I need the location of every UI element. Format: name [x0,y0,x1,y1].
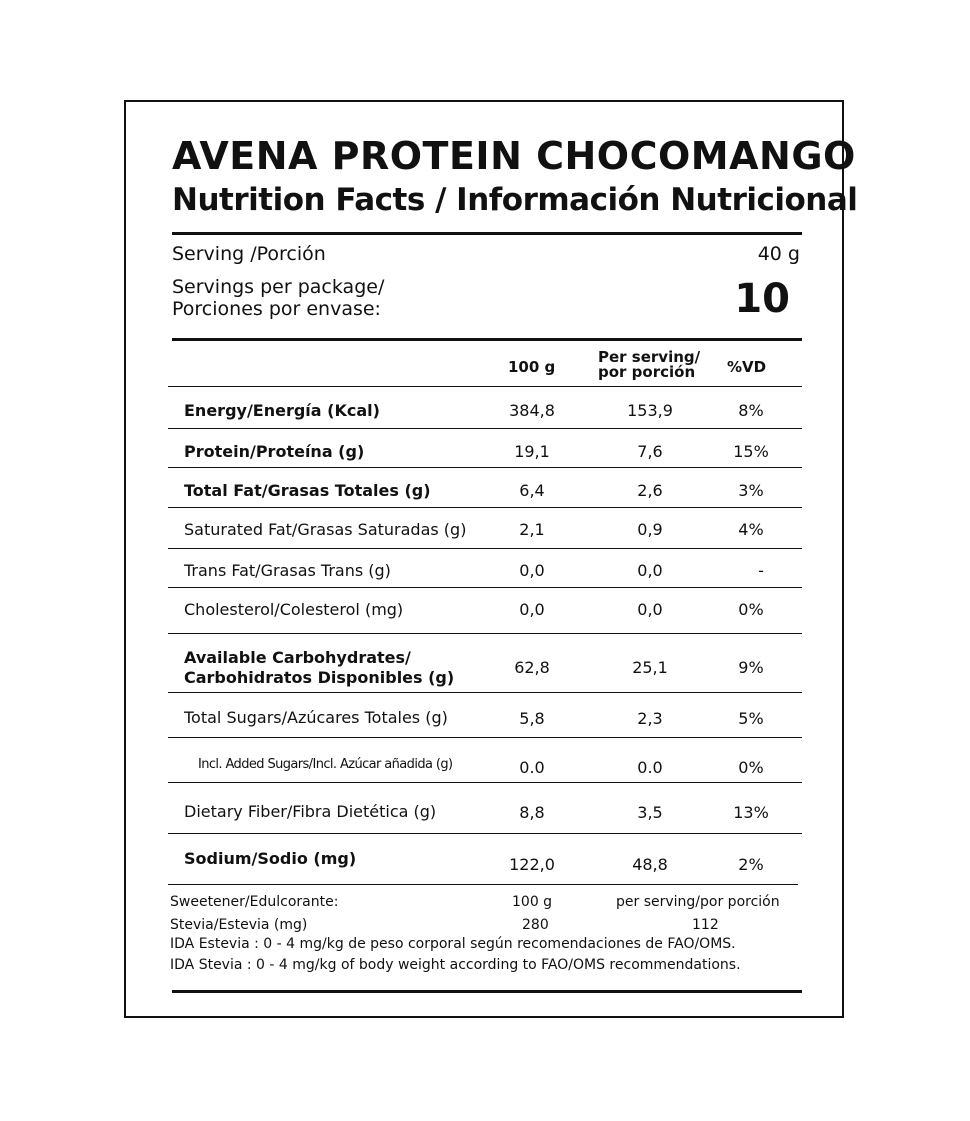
serving-label: Serving /Porción [172,243,326,265]
divider [168,633,802,634]
nutrient-dv: 3% [738,481,764,500]
column-header-100g: 100 g [508,358,556,376]
nutrient-dv: 8% [738,401,764,420]
divider [168,467,802,468]
nutrient-per-serving: 2,3 [637,709,663,728]
nutrient-per-serving: 25,1 [632,658,668,677]
divider [168,548,802,549]
nutrient-name: Trans Fat/Grasas Trans (g) [184,561,391,580]
servings-per-package-value: 10 [734,276,790,322]
servings-per-package-label: Servings per package/ [172,276,385,298]
nutrient-dv: 9% [738,658,764,677]
servings-per-package-label-es: Porciones por envase: [172,298,381,320]
stevia-per-100g: 280 [522,917,549,933]
nutrient-dv: 4% [738,520,764,539]
nutrient-per-100g: 0,0 [519,600,545,619]
nutrient-dv: 2% [738,855,764,874]
divider [172,338,802,341]
nutrition-label [124,100,858,1018]
divider [172,990,802,993]
nutrient-per-serving: 3,5 [637,803,663,822]
column-header-per-serving: Per serving/ [598,348,701,366]
nutrient-dv: - [758,561,764,580]
nutrient-per-100g: 0.0 [519,758,545,777]
nutrient-per-serving: 0,0 [637,561,663,580]
product-title: AVENA PROTEIN CHOCOMANGO [172,134,856,178]
divider [168,587,802,588]
nutrient-dv: 5% [738,709,764,728]
nutrient-per-serving: 7,6 [637,442,663,461]
nutrient-per-100g: 5,8 [519,709,545,728]
nutrient-name: Total Fat/Grasas Totales (g) [184,481,431,500]
divider [172,232,802,235]
stevia-per-serving: 112 [692,917,719,933]
nutrient-per-serving: 48,8 [632,855,668,874]
nutrient-per-100g: 122,0 [509,855,555,874]
sweetener-label: Sweetener/Edulcorante: [170,894,339,910]
nutrient-per-serving: 0,9 [637,520,663,539]
divider [168,782,802,783]
nutrient-name: Energy/Energía (Kcal) [184,401,380,420]
nutrient-per-100g: 19,1 [514,442,550,461]
nutrient-per-100g: 384,8 [509,401,555,420]
nutrient-name: Available Carbohydrates/ [184,648,411,667]
sweetener-col-serving: per serving/por porción [616,894,780,910]
nutrient-name-es: Carbohidratos Disponibles (g) [184,668,455,687]
divider [168,884,798,885]
column-header-per-serving-es: por porción [598,363,696,381]
ida-note-es: IDA Estevia : 0 - 4 mg/kg de peso corporal según recomendaciones de FAO/OMS. [170,936,736,952]
nutrient-name: Incl. Added Sugars/Incl. Azúcar añadida (g) [198,757,453,772]
divider [168,507,802,508]
nutrient-per-serving: 153,9 [627,401,673,420]
nutrient-per-100g: 8,8 [519,803,545,822]
nutrient-name: Dietary Fiber/Fibra Dietética (g) [184,802,437,821]
nutrient-dv: 15% [733,442,769,461]
nutrient-per-100g: 0,0 [519,561,545,580]
nutrient-name: Total Sugars/Azúcares Totales (g) [184,708,448,727]
label-subtitle: Nutrition Facts / Información Nutricional [172,182,858,218]
nutrient-per-100g: 62,8 [514,658,550,677]
nutrient-name: Saturated Fat/Grasas Saturadas (g) [184,520,467,539]
nutrient-per-serving: 0,0 [637,600,663,619]
divider [168,737,802,738]
nutrient-name: Sodium/Sodio (mg) [184,849,357,868]
nutrient-per-serving: 0.0 [637,758,663,777]
nutrient-dv: 0% [738,758,764,777]
column-header-dv: %VD [727,358,767,376]
ida-note-en: IDA Stevia : 0 - 4 mg/kg of body weight according to FAO/OMS recommendations. [170,957,741,973]
nutrient-per-100g: 6,4 [519,481,545,500]
sweetener-col-100g: 100 g [512,894,553,910]
divider [168,428,802,429]
stevia-label: Stevia/Estevia (mg) [170,917,308,933]
nutrient-per-serving: 2,6 [637,481,663,500]
divider [168,386,802,387]
nutrient-per-100g: 2,1 [519,520,545,539]
nutrient-dv: 0% [738,600,764,619]
divider [168,692,802,693]
nutrient-dv: 13% [733,803,769,822]
divider [168,833,802,834]
nutrient-name: Cholesterol/Colesterol (mg) [184,600,404,619]
serving-value: 40 g [757,243,800,265]
nutrient-name: Protein/Proteína (g) [184,442,365,461]
